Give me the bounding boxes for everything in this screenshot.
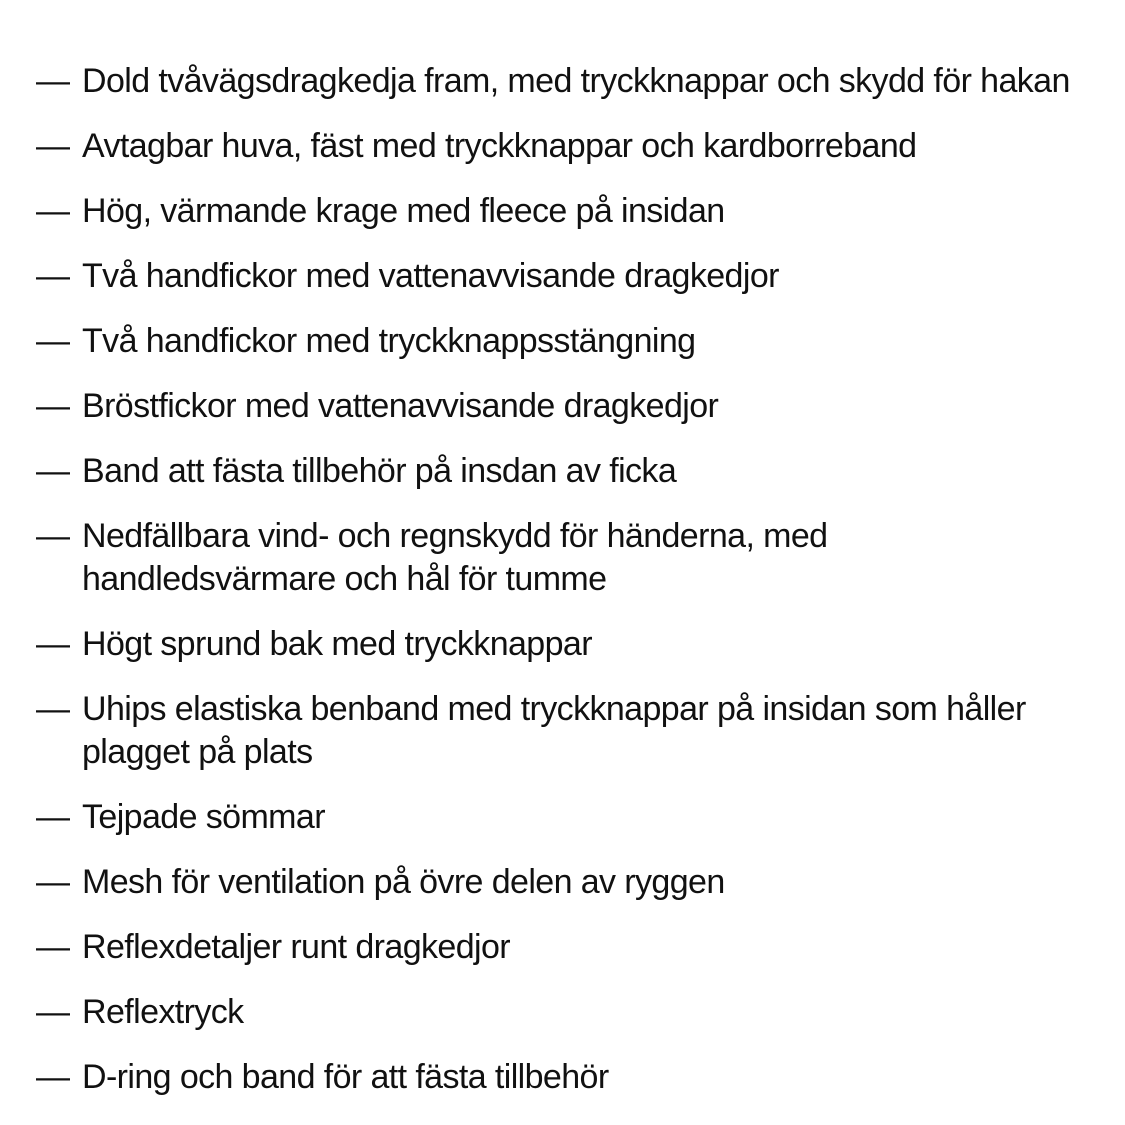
- dash-bullet: —: [36, 863, 70, 901]
- list-item-text: Uhips elastiska benband med tryckknappar på insidan som håller plagget på plats: [82, 690, 1026, 771]
- list-item: [0, 1056, 1125, 1099]
- list-item: [0, 623, 1125, 666]
- dash-bullet: —: [36, 517, 70, 555]
- list-item-text: Mesh för ventilation på övre delen av ryggen: [82, 863, 725, 901]
- list-item-text: Avtagbar huva, fäst med tryckknappar och kardborreband: [82, 127, 917, 165]
- list-item: [0, 60, 1125, 103]
- dash-bullet: —: [36, 993, 70, 1031]
- list-item-text: Dold tvåvägsdragkedja fram, med tryckknappar och skydd för hakan: [82, 62, 1070, 100]
- dash-bullet: —: [36, 452, 70, 490]
- list-item: [0, 190, 1125, 233]
- list-item-text: Band att fästa tillbehör på insdan av ficka: [82, 452, 677, 490]
- list-item-text: Tejpade sömmar: [82, 798, 325, 836]
- list-item-text: Nedfällbara vind- och regnskydd för händerna, med handledsvärmare och hål för tumme: [82, 517, 828, 598]
- list-item-text: Bröstfickor med vattenavvisande dragkedjor: [82, 387, 719, 425]
- list-item-text: Reflexdetaljer runt dragkedjor: [82, 928, 511, 966]
- list-item-text: Reflextryck: [82, 993, 244, 1031]
- list-item-text: D-ring och band för att fästa tillbehör: [82, 1058, 609, 1096]
- list-item-text: Högt sprund bak med tryckknappar: [82, 625, 592, 663]
- dash-bullet: —: [36, 690, 70, 728]
- dash-bullet: —: [36, 127, 70, 165]
- dash-bullet: —: [36, 1058, 70, 1096]
- list-item: [0, 515, 1125, 601]
- list-item-text: Två handfickor med vattenavvisande dragkedjor: [82, 257, 779, 295]
- list-item: [0, 450, 1125, 493]
- list-item: [0, 255, 1125, 298]
- list-item: [0, 385, 1125, 428]
- dash-bullet: —: [36, 625, 70, 663]
- dash-bullet: —: [36, 798, 70, 836]
- dash-bullet: —: [36, 387, 70, 425]
- list-item-text: Två handfickor med tryckknappsstängning: [82, 322, 696, 360]
- feature-list: [0, 60, 1125, 1121]
- list-item: [0, 861, 1125, 904]
- dash-bullet: —: [36, 257, 70, 295]
- list-item: [0, 125, 1125, 168]
- list-item: [0, 926, 1125, 969]
- dash-bullet: —: [36, 928, 70, 966]
- list-item: [0, 991, 1125, 1034]
- list-item: [0, 796, 1125, 839]
- dash-bullet: —: [36, 322, 70, 360]
- dash-bullet: —: [36, 62, 70, 100]
- list-item-text: Hög, värmande krage med fleece på insidan: [82, 192, 725, 230]
- list-item: [0, 688, 1125, 774]
- list-item: [0, 320, 1125, 363]
- dash-bullet: —: [36, 192, 70, 230]
